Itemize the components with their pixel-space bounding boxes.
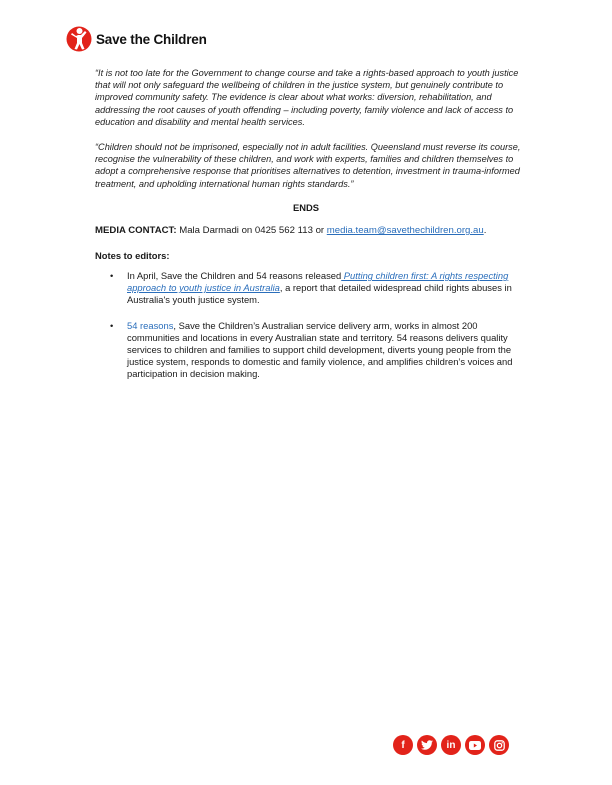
media-email-link[interactable]: media.team@savethechildren.org.au	[326, 225, 484, 236]
notes-list	[110, 270, 522, 394]
note-1-pre: In April, Save the Children and 54 reasons released	[127, 270, 342, 281]
54-reasons-link[interactable]: 54 reasons	[127, 319, 174, 331]
quote-paragraph-1: “It is not too late for the Government to change course and take a rights-based approach to youth justice that will not only safeguard the wellbeing of children in the justice system, but genuinely contribute to improved community safety. The evidence is clear about what works: diversion, rehabilitation, and addressing the root causes of youth offending – including poverty, family violence and lack of access to education and disability and mental health services.	[95, 68, 519, 127]
facebook-icon[interactable]: f	[393, 735, 413, 755]
youtube-icon[interactable]	[465, 735, 485, 755]
media-contact	[95, 225, 486, 236]
report-link[interactable]: Putting children first: A rights respecting approach to youth justice in Australia	[127, 270, 509, 294]
bullet-dot: •	[110, 319, 114, 331]
media-contact-text: Mala Darmadi on 0425 562 113 or	[176, 225, 327, 236]
media-contact-end: .	[483, 225, 487, 236]
save-the-children-logo-icon	[66, 24, 92, 54]
ends-marker: ENDS	[292, 202, 320, 213]
list-item	[110, 270, 522, 307]
quote-paragraph-2: “Children should not be imprisoned, especially not in adult facilities. Queensland must reverse its course, recognise the vulnerability of these children, and work with experts, families and children themselves to adopt a comprehensive response that prioritises alternatives to detention, investment in trauma-informed treatment, and upholding international human rights standards.”	[95, 142, 521, 189]
list-item	[110, 320, 522, 381]
bullet-dot: •	[110, 270, 114, 281]
media-contact-label: MEDIA CONTACT:	[95, 225, 177, 236]
note-1-post: , a report that detailed widespread child rights abuses in Australia's youth justice system.	[127, 282, 512, 306]
notes-heading: Notes to editors:	[95, 250, 170, 261]
linkedin-icon[interactable]: in	[441, 735, 461, 755]
header-logo	[66, 24, 207, 54]
note-2-post: , Save the Children’s Australian service delivery arm, works in almost 200 communities and locations in every Australian state and territory. 54 reasons delivers quality services to children and families to support child development, diverts young people from the justice system, responds to domestic and family violence, and amplifies children’s voices and participation in decision making.	[127, 319, 513, 380]
twitter-icon[interactable]	[417, 735, 437, 755]
social-icons	[393, 735, 509, 755]
instagram-icon[interactable]	[489, 735, 509, 755]
org-name: Save the Children	[96, 31, 207, 47]
